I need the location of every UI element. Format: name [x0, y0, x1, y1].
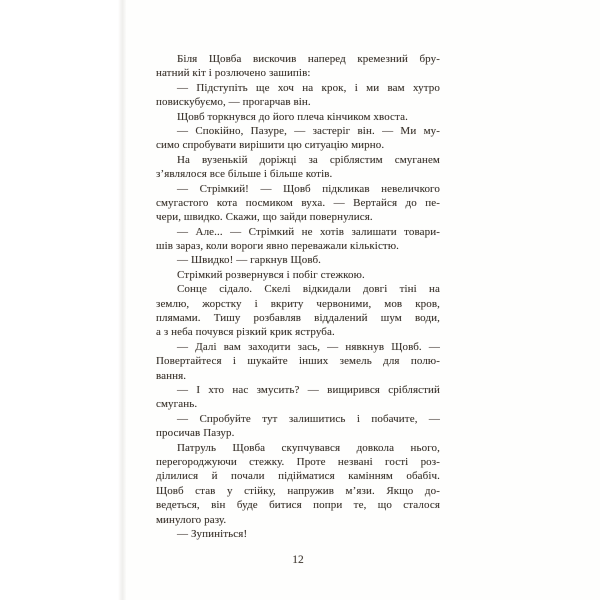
- text-line: Сонце сідало. Скелі відкидали довгі тіні на: [177, 283, 440, 296]
- page-text: [156, 52, 440, 541]
- text-line: Стрімкий розвернувся і побіг стежкою.: [177, 268, 365, 281]
- text-line: чери, швидко. Скажи, що зайди повернулися.: [156, 211, 373, 224]
- text-line: Щовб торкнувся до його плеча кінчиком хвоста.: [177, 110, 408, 123]
- text-line: просичав Пазур.: [156, 427, 235, 440]
- text-line: а з неба почувся різкий крик яструба.: [156, 326, 335, 339]
- text-line: — Але... — Стрімкий не хотів залишати товари-: [177, 225, 440, 238]
- text-line: Патруль Щовба скупчувався довкола нього,: [177, 441, 440, 454]
- text-line: Повертайтеся і шукайте інших земель для полю-: [156, 355, 440, 368]
- text-line: повискубуємо, — прогарчав він.: [156, 96, 311, 109]
- text-line: — Підступіть ще хоч на крок, і ми вам хутро: [177, 81, 440, 94]
- text-line: шів зараз, коли вороги явно переважали кількістю.: [156, 240, 400, 253]
- text-line: — Швидко! — гаркнув Щовб.: [177, 254, 322, 267]
- text-line: з’являлося все більше і більше котів.: [156, 168, 333, 181]
- text-line: вання.: [156, 369, 187, 382]
- text-line: — Спокійно, Пазуре, — застеріг він. — Ми му-: [177, 124, 440, 137]
- text-line: ведеться, він буде битися попри те, що сталося: [156, 499, 440, 512]
- text-line: — І хто нас змусить? — вищирився сріблястий: [177, 383, 440, 396]
- text-line: Біля Щовба вискочив наперед кремезний бру-: [177, 53, 440, 65]
- text-line: На вузенькій доріжці за сріблястим смуганем: [177, 153, 440, 166]
- text-line: натний кіт і розлючено зашипів:: [156, 67, 311, 80]
- text-line: смугань.: [156, 398, 198, 411]
- text-line: Щовб став у стійку, напружив м’язи. Якщо до-: [156, 484, 440, 497]
- page-number: 12: [292, 554, 304, 566]
- text-line: — Спробуйте тут залишитись і побачите, —: [177, 412, 440, 425]
- text-line: ділилися й почали підійматися камінням обабіч.: [156, 470, 440, 483]
- text-line: землю, жорстку і вкриту червоними, мов кров,: [156, 297, 440, 310]
- text-line: — Далі вам заходити зась, — нявкнув Щовб. —: [177, 340, 440, 353]
- text-line: — Стрімкий! — Щовб підкликав невеличкого: [177, 182, 440, 195]
- text-line: минулого разу.: [156, 513, 227, 526]
- text-line: плямами. Тишу розбавляв віддалений шум води,: [156, 312, 440, 325]
- page-left-edge: [118, 0, 126, 600]
- text-line: перегороджуючи стежку. Проте незвані гості роз-: [156, 455, 440, 468]
- text-line: — Зупиніться!: [177, 527, 248, 540]
- text-line: симо спробувати вирішити цю ситуацію мирно.: [156, 139, 385, 152]
- text-line: смугастого кота посмиком вуха. — Вертайся до пе-: [156, 196, 440, 209]
